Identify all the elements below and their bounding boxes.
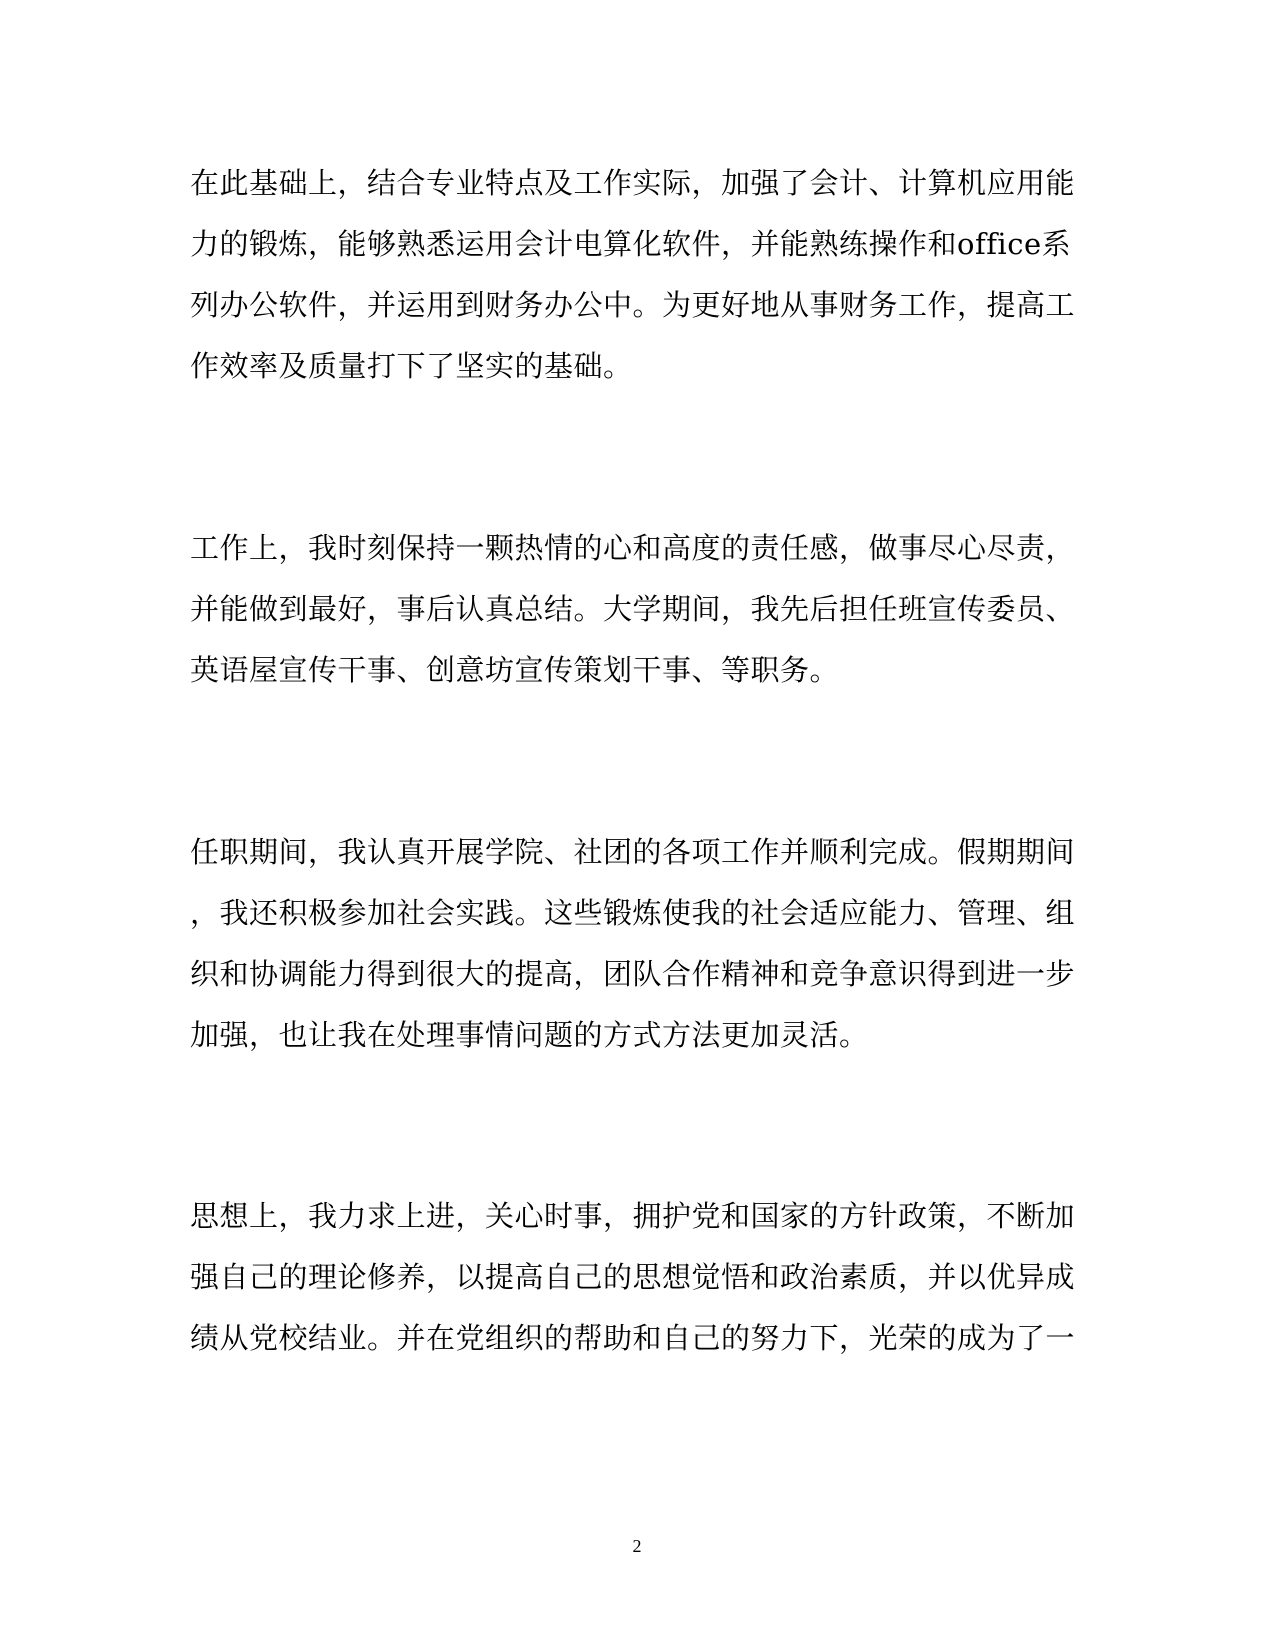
text-line: 强自己的理论修养，以提高自己的思想觉悟和政治素质，并以优异成 (190, 1260, 1076, 1294)
text-line: 加强，也让我在处理事情问题的方式方法更加灵活。 (190, 1018, 869, 1052)
text-line: 在此基础上，结合专业特点及工作实际，加强了会计、计算机应用能 (190, 166, 1076, 200)
text-line: 英语屋宣传干事、创意坊宣传策划干事、等职务。 (190, 653, 840, 687)
text-line: ，我还积极参加社会实践。这些锻炼使我的社会适应能力、管理、组 (190, 896, 1076, 930)
text-line: 任职期间，我认真开展学院、社团的各项工作并顺利完成。假期期间 (190, 835, 1076, 869)
text-line: 力的锻炼，能够熟悉运用会计电算化软件，并能熟练操作和office系 (190, 227, 1072, 261)
text-line: 作效率及质量打下了坚实的基础。 (190, 349, 633, 383)
text-line: 并能做到最好，事后认真总结。大学期间，我先后担任班宣传委员、 (190, 592, 1076, 626)
text-line: 工作上，我时刻保持一颗热情的心和高度的责任感，做事尽心尽责， (190, 531, 1076, 565)
text-line: 绩从党校结业。并在党组织的帮助和自己的努力下，光荣的成为了一 (190, 1321, 1076, 1355)
text-line: 织和协调能力得到很大的提高，团队合作精神和竞争意识得到进一步 (190, 957, 1076, 991)
text-line: 列办公软件，并运用到财务办公中。为更好地从事财务工作，提高工 (190, 288, 1076, 322)
text-line: 思想上，我力求上进，关心时事，拥护党和国家的方针政策，不断加 (190, 1199, 1076, 1233)
page-number: 2 (632, 1536, 642, 1556)
